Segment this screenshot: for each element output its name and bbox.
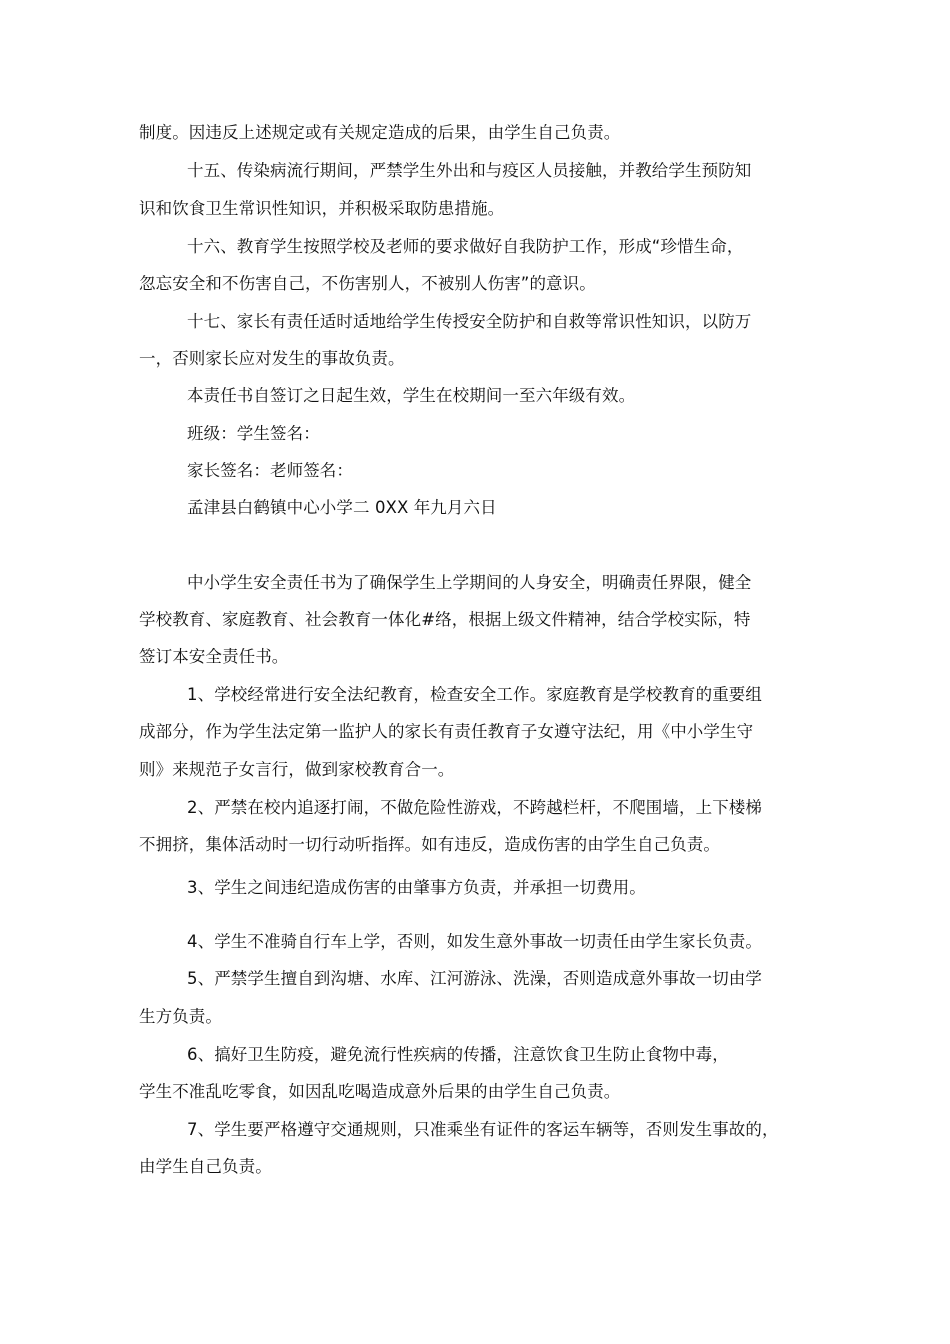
text-line: 十六、教育学生按照学校及老师的要求做好自我防护工作，形成“珍惜生命， [187, 237, 744, 256]
text-line: 签订本安全责任书。 [139, 647, 289, 666]
text-line: 十七、家长有责任适时适地给学生传授安全防护和自救等常识性知识，以防万 [187, 312, 752, 331]
text-line: 2、严禁在校内追逐打闹，不做危险性游戏，不跨越栏杆，不爬围墙，上下楼梯 [187, 798, 762, 817]
text-line: 不拥挤，集体活动时一切行动听指挥。如有违反，造成伤害的由学生自己负责。 [139, 835, 720, 854]
text-line: 由学生自己负责。 [139, 1157, 272, 1176]
text-line: 中小学生安全责任书为了确保学生上学期间的人身安全，明确责任界限，健全 [187, 573, 752, 592]
text-line: 识和饮食卫生常识性知识，并积极采取防患措施。 [139, 199, 505, 218]
school-date-line: 孟津县白鹤镇中心小学二 0XX 年九月六日 [187, 498, 497, 517]
text-line: 4、学生不准骑自行车上学，否则，如发生意外事故一切责任由学生家长负责。 [187, 932, 762, 951]
text-line: 学校教育、家庭教育、社会教育一体化#络，根据上级文件精神，结合学校实际，特 [139, 610, 751, 629]
text-line: 1、学校经常进行安全法纪教育，检查安全工作。家庭教育是学校教育的重要组 [187, 685, 762, 704]
text-line: 3、学生之间违纪造成伤害的由肇事方负责，并承担一切费用。 [187, 878, 646, 897]
text-line: 制度。因违反上述规定或有关规定造成的后果，由学生自己负责。 [139, 123, 621, 142]
text-line: 5、严禁学生擅自到沟塘、水库、江河游泳、洗澡，否则造成意外事故一切由学 [187, 969, 762, 988]
text-line: 成部分，作为学生法定第一监护人的家长有责任教育子女遵守法纪，用《中小学生守 [139, 722, 754, 741]
text-line: 7、学生要严格遵守交通规则，只准乘坐有证件的客运车辆等，否则发生事故的， [187, 1120, 779, 1139]
text-line: 则》来规范子女言行，做到家校教育合一。 [139, 760, 455, 779]
signature-line-parent-teacher: 家长签名：老师签名： [187, 461, 353, 480]
text-line: 6、搞好卫生防疫，避免流行性疾病的传播，注意饮食卫生防止食物中毒， [187, 1045, 729, 1064]
text-line: 一，否则家长应对发生的事故负责。 [139, 349, 405, 368]
text-line: 生方负责。 [139, 1007, 222, 1026]
signature-line-class-student: 班级：学生签名： [187, 424, 320, 443]
text-line: 十五、传染病流行期间，严禁学生外出和与疫区人员接触，并教给学生预防知 [187, 161, 752, 180]
text-line: 忽忘安全和不伤害自己，不伤害别人，不被别人伤害”的意识。 [139, 274, 596, 293]
text-line: 本责任书自签订之日起生效，学生在校期间一至六年级有效。 [187, 386, 636, 405]
text-line: 学生不准乱吃零食，如因乱吃喝造成意外后果的由学生自己负责。 [139, 1082, 621, 1101]
